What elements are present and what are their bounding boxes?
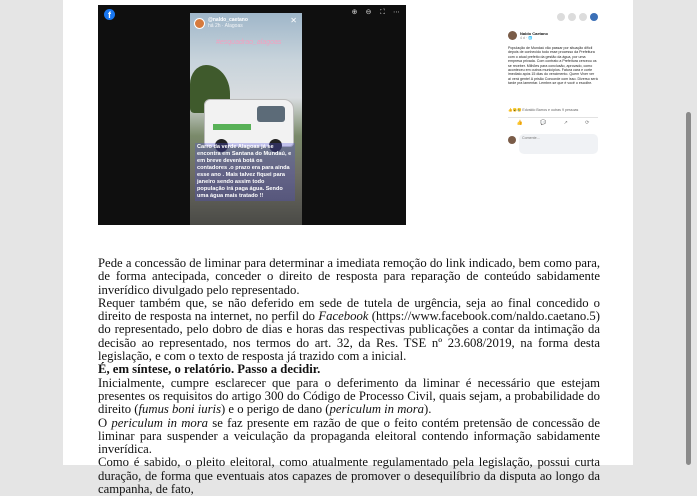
viewer-tools <box>350 8 401 17</box>
paragraph-text: Requer também que, se não deferido em sede de tutela de urgência, seja ao final concedido o direito de resposta na internet, no perfil do <box>98 295 600 324</box>
paragraph <box>98 257 600 297</box>
profile-icon <box>590 13 598 21</box>
facebook-term: Facebook <box>318 309 369 324</box>
like-icon: 👍 <box>516 120 523 126</box>
van-shape <box>204 99 294 147</box>
paragraph <box>98 377 600 417</box>
zoom-in-icon: ⊕ <box>351 8 358 16</box>
paragraph-text: se faz presente em razão de que o feito contém pretensão de concessão de liminar para suspender a veiculação da propaganda eleitoral contendo informação sabidamente inverídica. <box>98 415 601 457</box>
story-handle: @naldo_caetano <box>208 17 248 23</box>
latin-term: periculum in mora <box>111 415 209 430</box>
comment-icon: 💬 <box>540 120 547 126</box>
comment-input: Comente... <box>519 134 598 154</box>
post-avatar <box>508 31 517 40</box>
post-text: População de Mundaú vão passar por situação difícil depois de conhecido todo esse processo da Prefeitura com o atual prefeito da gestão da água, por uma empresa privada. Com contrato a Prefeitura cerceou os se receber. Milhões para conclusão, aprovado, como aconteceu em outros municípios. Fatura cara e corte imediato após 15 dias do vencimento. Quem Viver ver aí verá gente! A prisão Concorde com isso. Diverso será tarde pra lamentar. Lembre-se que é você o escolhe. <box>508 46 598 86</box>
paragraph <box>98 417 600 457</box>
share-icon: ↗ <box>563 120 568 126</box>
paragraph-text: Pede a concessão de liminar para determinar a imediata remoção do link indicado, bem como para, de forma antecipada, conceder o direito de resposta para reparação de conteúdo sabidamente inverídico divulgado pelo representado. <box>98 256 601 297</box>
van-stripe <box>213 124 251 130</box>
bell-icon <box>579 13 587 21</box>
post-reactions: 👍😮😢 Edvaldo Barros e outras 9 pessoas <box>508 108 579 112</box>
paragraph-text: O <box>98 415 112 430</box>
post-author: Naldo Caetano <box>520 31 549 36</box>
paragraph-text: ) e o perigo de dano ( <box>221 402 330 417</box>
facebook-screenshot <box>98 5 598 225</box>
menu-icon <box>557 13 565 21</box>
latin-term: periculum in mora <box>329 402 424 417</box>
story-photo <box>190 13 302 225</box>
paragraph-text: ). <box>423 402 432 417</box>
post-date: 4 d · 🌐 <box>520 36 533 40</box>
post-header <box>508 31 548 40</box>
paragraph <box>98 297 600 363</box>
repost-icon: ⟳ <box>585 120 590 126</box>
panel-top-icons <box>557 13 598 21</box>
section-heading: É, em síntese, o relatório. Passo a decidir. <box>98 362 321 377</box>
latin-term: fumus boni iuris <box>138 402 222 417</box>
facebook-logo-icon: f <box>104 9 115 20</box>
story-avatar <box>194 18 205 29</box>
post-actions <box>508 117 598 126</box>
more-icon: ⋯ <box>393 8 400 16</box>
document-body <box>98 257 600 496</box>
fullscreen-icon: ⛶ <box>380 8 385 16</box>
story-sub: há 2h · Alagoas <box>208 23 243 29</box>
scrollbar[interactable] <box>686 112 691 465</box>
paragraph-text: (https://www.facebook.com/naldo.caetano.5) do representado, pelo dobro de dias e horas das respectivas publicações a contar da intimação da decisão ao representado, nos termos do art. 32, da Res. TSE nº 23.608/2019, na forma desta legislação, e com o texto de resposta já trazido com a inicial. <box>98 309 600 364</box>
messenger-icon <box>568 13 576 21</box>
paragraph <box>98 363 600 376</box>
story-caption: Carro da verde Alagoas já se encontra em Santana do Mundaú, e em breve deverá botá os contadores .o prazo era para ainda esse ano . Mais talvez fiquei para janeiro sendo assim todo população irá paga água. Sendo uma água mais tratado !! <box>195 143 295 201</box>
paragraph-text: Inicialmente, cumpre esclarecer que para o deferimento da liminar é necessário que estejam presentes os requisitos do artigo 300 do Código de Processo Civil, quais sejam, a probabilidade do direito ( <box>98 375 600 417</box>
paragraph <box>98 456 600 496</box>
story-watermark: #esquadrao_alagoas <box>216 39 282 46</box>
paragraph-text: Como é sabido, o pleito eleitoral, como atualmente regulamentado pela legislação, possui curta duração, de forma que eventuais atos capazes de promover o desequilíbrio da disputa ao longo da campanha, de fato, <box>98 455 600 496</box>
comment-avatar <box>508 136 516 144</box>
post-panel <box>504 10 601 230</box>
close-icon: ✕ <box>290 16 297 25</box>
comment-box <box>508 134 598 154</box>
zoom-out-icon: ⊖ <box>365 8 372 16</box>
